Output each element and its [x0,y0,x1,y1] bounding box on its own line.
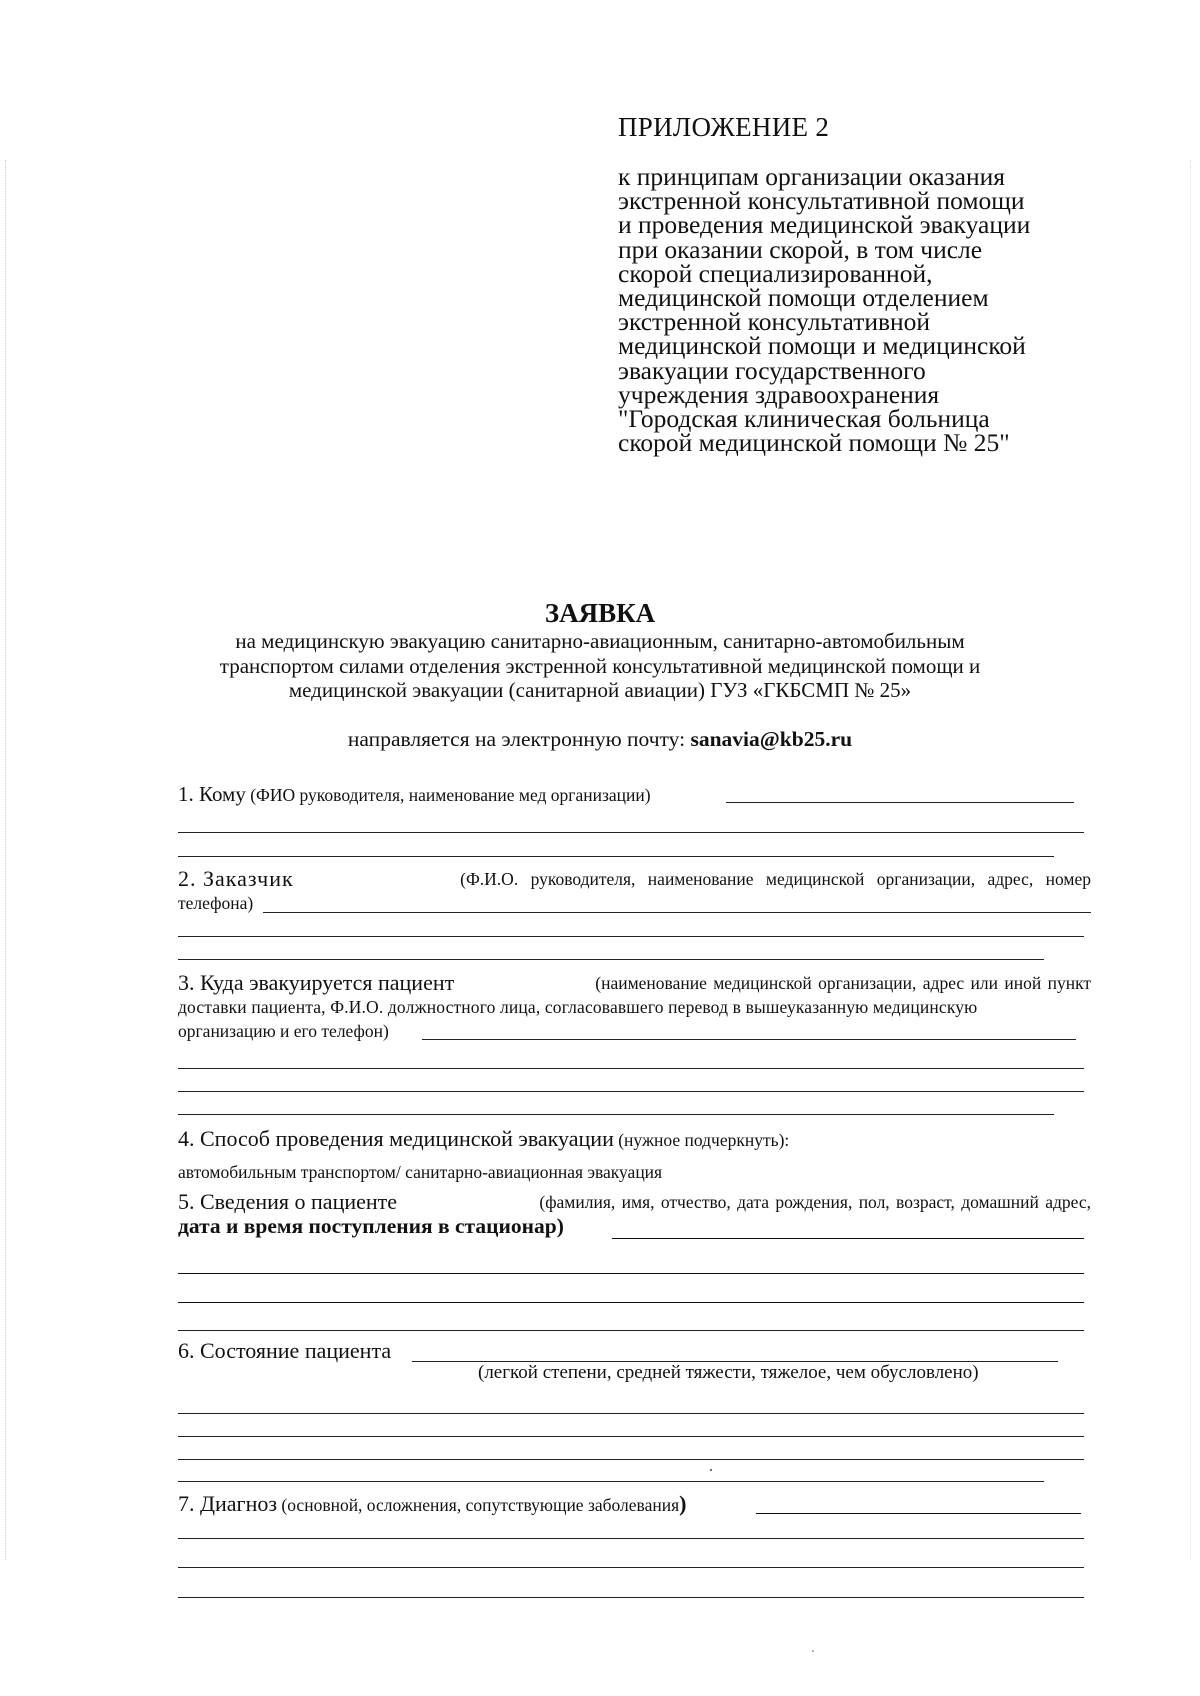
scan-speck [812,1650,814,1652]
item-1 [178,782,1091,807]
item-5-line-2 [178,1214,1091,1238]
document-subtitle [150,629,1050,703]
item-7-blank-line[interactable] [178,1538,1084,1539]
item-7-hint: (основной, осложнения, сопутствующие заболевания [277,1495,680,1515]
item-6-blank-line[interactable] [178,1481,1044,1482]
item-3-hint-3: организацию и его телефон) [178,1021,389,1041]
item-2-label: 2. Заказчик [178,866,294,891]
document-title: ЗАЯВКА [544,598,656,628]
item-5-blank-line[interactable] [178,1302,1084,1303]
item-2-hint-2: телефона) [178,893,254,913]
item-3-blank-line[interactable] [178,1091,1084,1092]
item-7-label: 7. Диагноз [178,1491,278,1516]
appendix-line: медицинской помощи отделением [618,283,989,313]
evacuation-method-options[interactable]: автомобильным транспортом/ санитарно-авиационная эвакуация [178,1162,663,1182]
item-5-bold-hint: дата и время поступления в стационар) [178,1214,564,1238]
item-3-hint-1: (наименование медицинской организации, адрес или иной пункт [595,973,1091,993]
item-2-line-1 [178,867,1091,891]
item-3-blank-inline[interactable] [422,1039,1076,1040]
appendix-line: скорой медицинской помощи № 25" [618,428,1010,458]
item-6-caption: (легкой степени, средней тяжести, тяжелое, чем обусловлено) [478,1362,979,1383]
item-4-label: 4. Способ проведения медицинской эвакуации [178,1126,614,1151]
subtitle-line: транспортом силами отделения экстренной консультативной медицинской помощи и [219,653,981,678]
item-4 [178,1127,1091,1152]
subtitle-line: на медицинскую эвакуацию санитарно-авиационным, санитарно-автомобильным [235,629,965,653]
scan-edge-mark [1190,160,1192,1560]
appendix-line: и проведения медицинской эвакуации [618,210,1031,240]
appendix-line: скорой специализированной, [618,258,933,288]
item-1-hint: (ФИО руководителя, наименование мед организации) [245,785,651,805]
appendix-line: при оказании скорой, в том числе [618,234,983,264]
item-7-blank-line[interactable] [178,1567,1084,1568]
item-5-line-1 [178,1190,1091,1214]
appendix-line: экстренной консультативной помощи [618,186,1025,216]
appendix-line: к принципам организации оказания [618,162,1005,191]
item-5-hint: (фамилия, имя, отчество, дата рождения, пол, возраст, домашний адрес, [539,1192,1091,1212]
item-5-blank-inline[interactable] [612,1238,1084,1239]
item-5-blank-line[interactable] [178,1330,1084,1331]
item-2-blank-line[interactable] [178,959,1044,960]
appendix-line: учреждения здравоохранения [618,379,940,409]
item-1-label: 1. Кому [178,782,246,806]
appendix-title: ПРИЛОЖЕНИЕ 2 [618,112,830,142]
item-5-blank-line[interactable] [178,1273,1084,1274]
item-2 [178,867,1091,915]
item-7-blank-inline[interactable] [756,1513,1081,1514]
email-prefix: направляется на электронную почту: [347,727,691,751]
item-2-hint: (Ф.И.О. руководителя, наименование медицинской организации, адрес, номер [460,869,1091,889]
item-6-label: 6. Состояние пациента [178,1338,392,1363]
appendix-line: экстренной консультативной [618,307,931,337]
scan-edge-mark [5,160,7,1560]
item-5-label: 5. Сведения о пациенте [178,1189,398,1214]
item-3-blank-line[interactable] [178,1068,1084,1069]
item-3-line-1 [178,971,1091,995]
item-3-hint-2: доставки пациента, Ф.И.О. должностного лица, согласовавшего перевод в вышеуказанную медицинскую [178,997,978,1017]
item-6 [178,1339,1091,1363]
item-4-hint: (нужное подчеркнуть): [613,1130,790,1150]
item-3 [178,971,1091,1043]
subtitle-line: медицинской эвакуации (санитарной авиации) ГУЗ «ГКБСМП № 25» [288,678,912,702]
item-2-blank-inline[interactable] [263,912,1091,913]
appendix-description [618,162,1088,458]
item-5 [178,1190,1091,1238]
item-6-blank-line[interactable] [178,1459,1084,1460]
item-1-blank-line[interactable] [178,832,1084,833]
appendix-line: медицинской помощи и медицинской [618,331,1026,361]
item-6-blank-line[interactable] [178,1413,1084,1414]
item-7-blank-line[interactable] [178,1597,1084,1598]
email-address[interactable]: sanavia@kb25.ru [690,727,853,751]
item-3-blank-line[interactable] [178,1114,1054,1115]
item-4-options [178,1159,1091,1184]
item-1-blank-line[interactable] [178,856,1054,857]
item-7-close: ) [679,1491,687,1516]
item-2-blank-line[interactable] [178,936,1084,937]
appendix-line: "Городская клиническая больница [618,404,990,434]
item-3-label: 3. Куда эвакуируется пациент [178,970,455,995]
scan-speck [710,1469,712,1471]
item-1-blank-inline[interactable] [726,802,1074,803]
appendix-line: эвакуации государственного [618,355,926,385]
email-line [0,727,1200,752]
item-6-blank-line[interactable] [178,1436,1084,1437]
